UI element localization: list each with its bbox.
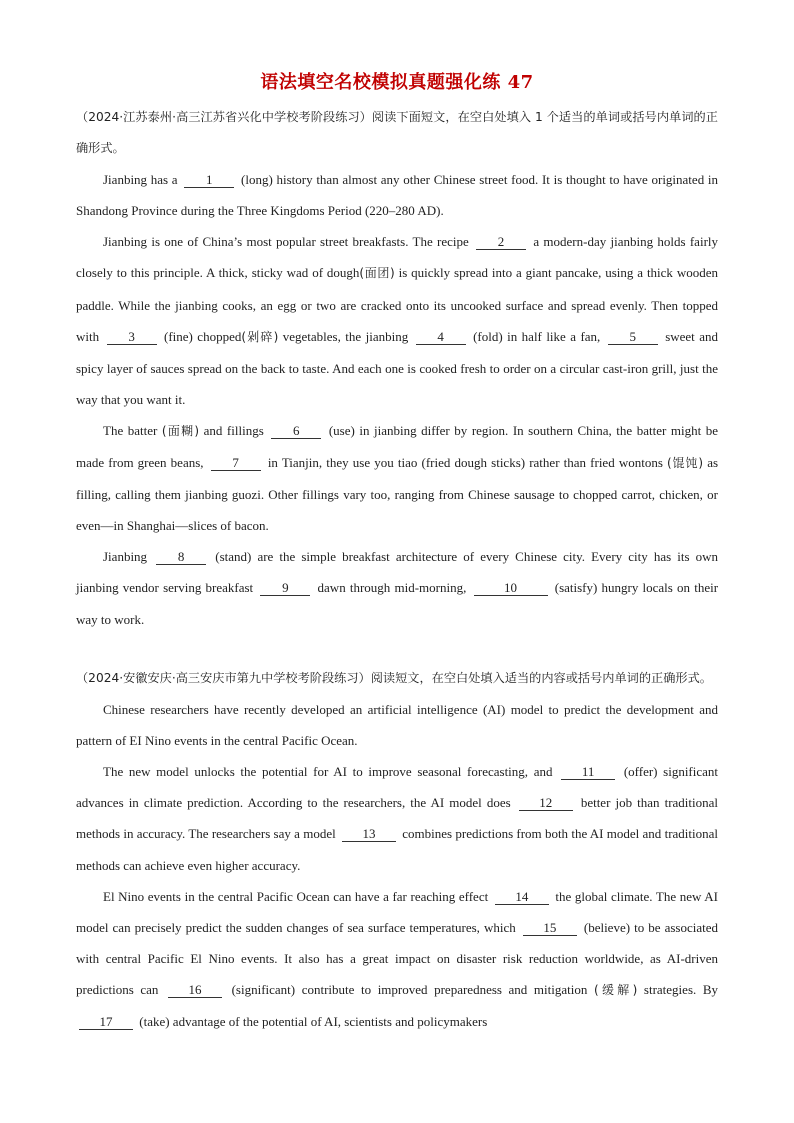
text-segment: combines predictions from both the AI model and traditional methods can achieve even higher accuracy. — [76, 826, 719, 873]
blank-13[interactable]: 13 — [342, 827, 396, 842]
text-segment: Chinese researchers have recently developed an artificial intelligence (AI) model to predict the development and pattern of EI Nino events in the central Pacific Ocean. — [76, 702, 718, 749]
page-title: 语法填空名校模拟真题强化练 47 — [260, 72, 534, 93]
text-segment: (significant) contribute to improved preparedness and mitigation — [231, 981, 588, 997]
blank-2[interactable]: 2 — [476, 235, 526, 250]
blank-12[interactable]: 12 — [519, 796, 573, 811]
blank-10[interactable]: 10 — [474, 581, 548, 596]
passage-2-paragraph-2 — [76, 756, 718, 880]
text-segment: (offer) significant advances in climate prediction. According to the researchers, the AI model does — [76, 764, 719, 811]
text-segment: The new model unlocks the potential for AI to improve seasonal forecasting, and — [103, 764, 553, 780]
text-segment: better job than traditional methods in accuracy. The researchers say a model — [76, 795, 719, 842]
passage-1 — [76, 102, 718, 635]
passage-2 — [76, 663, 718, 1037]
passage-1-paragraph-2 — [76, 226, 718, 415]
blank-15[interactable]: 15 — [523, 921, 577, 936]
blank-3[interactable]: 3 — [107, 330, 157, 345]
text-segment: vegetables, the jianbing — [282, 328, 409, 344]
blank-1[interactable]: 1 — [184, 173, 234, 188]
blank-8[interactable]: 8 — [156, 550, 206, 565]
text-segment: the global climate. The new AI model can precisely predict the sudden changes of sea surface temperatures, which — [76, 888, 718, 935]
text-segment: (fold) in half like a fan, — [473, 328, 601, 344]
passage-1-paragraph-4 — [76, 541, 718, 634]
text-segment: (long) history than almost any other Chinese street food. It is thought to have originated in Shandong Province during the Three Kingdoms Period (220–280 AD). — [76, 172, 719, 219]
blank-16[interactable]: 16 — [168, 983, 222, 998]
text-segment: as filling, calling them jianbing guozi. Other fillings vary too, ranging from Chinese sausage to chopped carrot, chicken, or even—in Shanghai—slices of bacon. — [76, 455, 719, 534]
text-segment: Jianbing is one of China’s most popular street breakfasts. The recipe — [103, 234, 469, 250]
blank-11[interactable]: 11 — [561, 765, 615, 780]
text-segment: The batter — [103, 422, 158, 438]
text-segment: Jianbing has a — [103, 172, 178, 188]
passage-1-source: （2024·江苏泰州·高三江苏省兴化中学校考阶段练习）阅读下面短文，在空白处填入 1 个适当的单词或括号内单词的正确形式。 — [76, 110, 718, 156]
passage-2-paragraph-1 — [76, 694, 718, 756]
text-segment: (use) in jianbing differ by region. In southern China, the batter might be made from green beans, — [76, 422, 718, 471]
text-segment: in Tianjin, they use you tiao (fried dough sticks) rather than fried wontons — [267, 455, 663, 471]
passage-1-paragraph-1 — [76, 164, 718, 226]
blank-4[interactable]: 4 — [416, 330, 466, 345]
passage-2-paragraph-3 — [76, 881, 718, 1037]
text-segment: strategies. By — [643, 981, 719, 997]
text-segment: Jianbing — [103, 549, 148, 565]
blank-6[interactable]: 6 — [271, 424, 321, 439]
text-segment: is quickly spread into a giant pancake, using a thick wooden paddle. While the jianbing cooks, an egg or two are cracked onto its uncooked surface and spread evenly. Then topped with — [76, 265, 718, 344]
gloss: (缓解) — [593, 982, 638, 997]
gloss: (剁碎) — [241, 329, 279, 344]
text-segment: (believe) to be associated with central Pacific El Nino events. It also has a great impact on disaster risk reduction worldwide, as AI-driven predictions can — [76, 919, 718, 997]
text-segment: and fillings — [203, 422, 264, 438]
text-segment: (take) advantage of the potential of AI, scientists and policymakers — [139, 1014, 488, 1030]
gloss: (面糊) — [161, 423, 200, 438]
text-segment: a modern-day jianbing holds fairly closely to this principle. A thick, sticky wad of dough — [76, 234, 719, 281]
gloss: (面团) — [359, 266, 395, 281]
text-segment: dawn through mid-morning, — [317, 580, 467, 596]
blank-5[interactable]: 5 — [608, 330, 658, 345]
text-segment: (fine) chopped — [164, 328, 242, 344]
blank-14[interactable]: 14 — [495, 890, 549, 905]
passage-1-paragraph-3 — [76, 415, 718, 541]
blank-7[interactable]: 7 — [211, 456, 261, 471]
blank-17[interactable]: 17 — [79, 1015, 133, 1030]
passage-2-source: （2024·安徽安庆·高三安庆市第九中学校考阶段练习）阅读短文，在空白处填入适当的内容或括号内单词的正确形式。 — [76, 671, 712, 685]
text-segment: (satisfy) hungry locals on their way to work. — [76, 580, 719, 627]
text-segment: sweet and spicy layer of sauces spread on the back to taste. And each one is cooked fresh to order on a circular cast-iron grill, just the way that you want it. — [76, 328, 718, 407]
text-segment: (stand) are the simple breakfast architecture of every Chinese city. Every city has its own jianbing vendor serving breakfast — [76, 549, 719, 596]
text-segment: El Nino events in the central Pacific Ocean can have a far reaching effect — [103, 888, 489, 904]
blank-9[interactable]: 9 — [260, 581, 310, 596]
gloss: (馄饨) — [667, 456, 704, 471]
